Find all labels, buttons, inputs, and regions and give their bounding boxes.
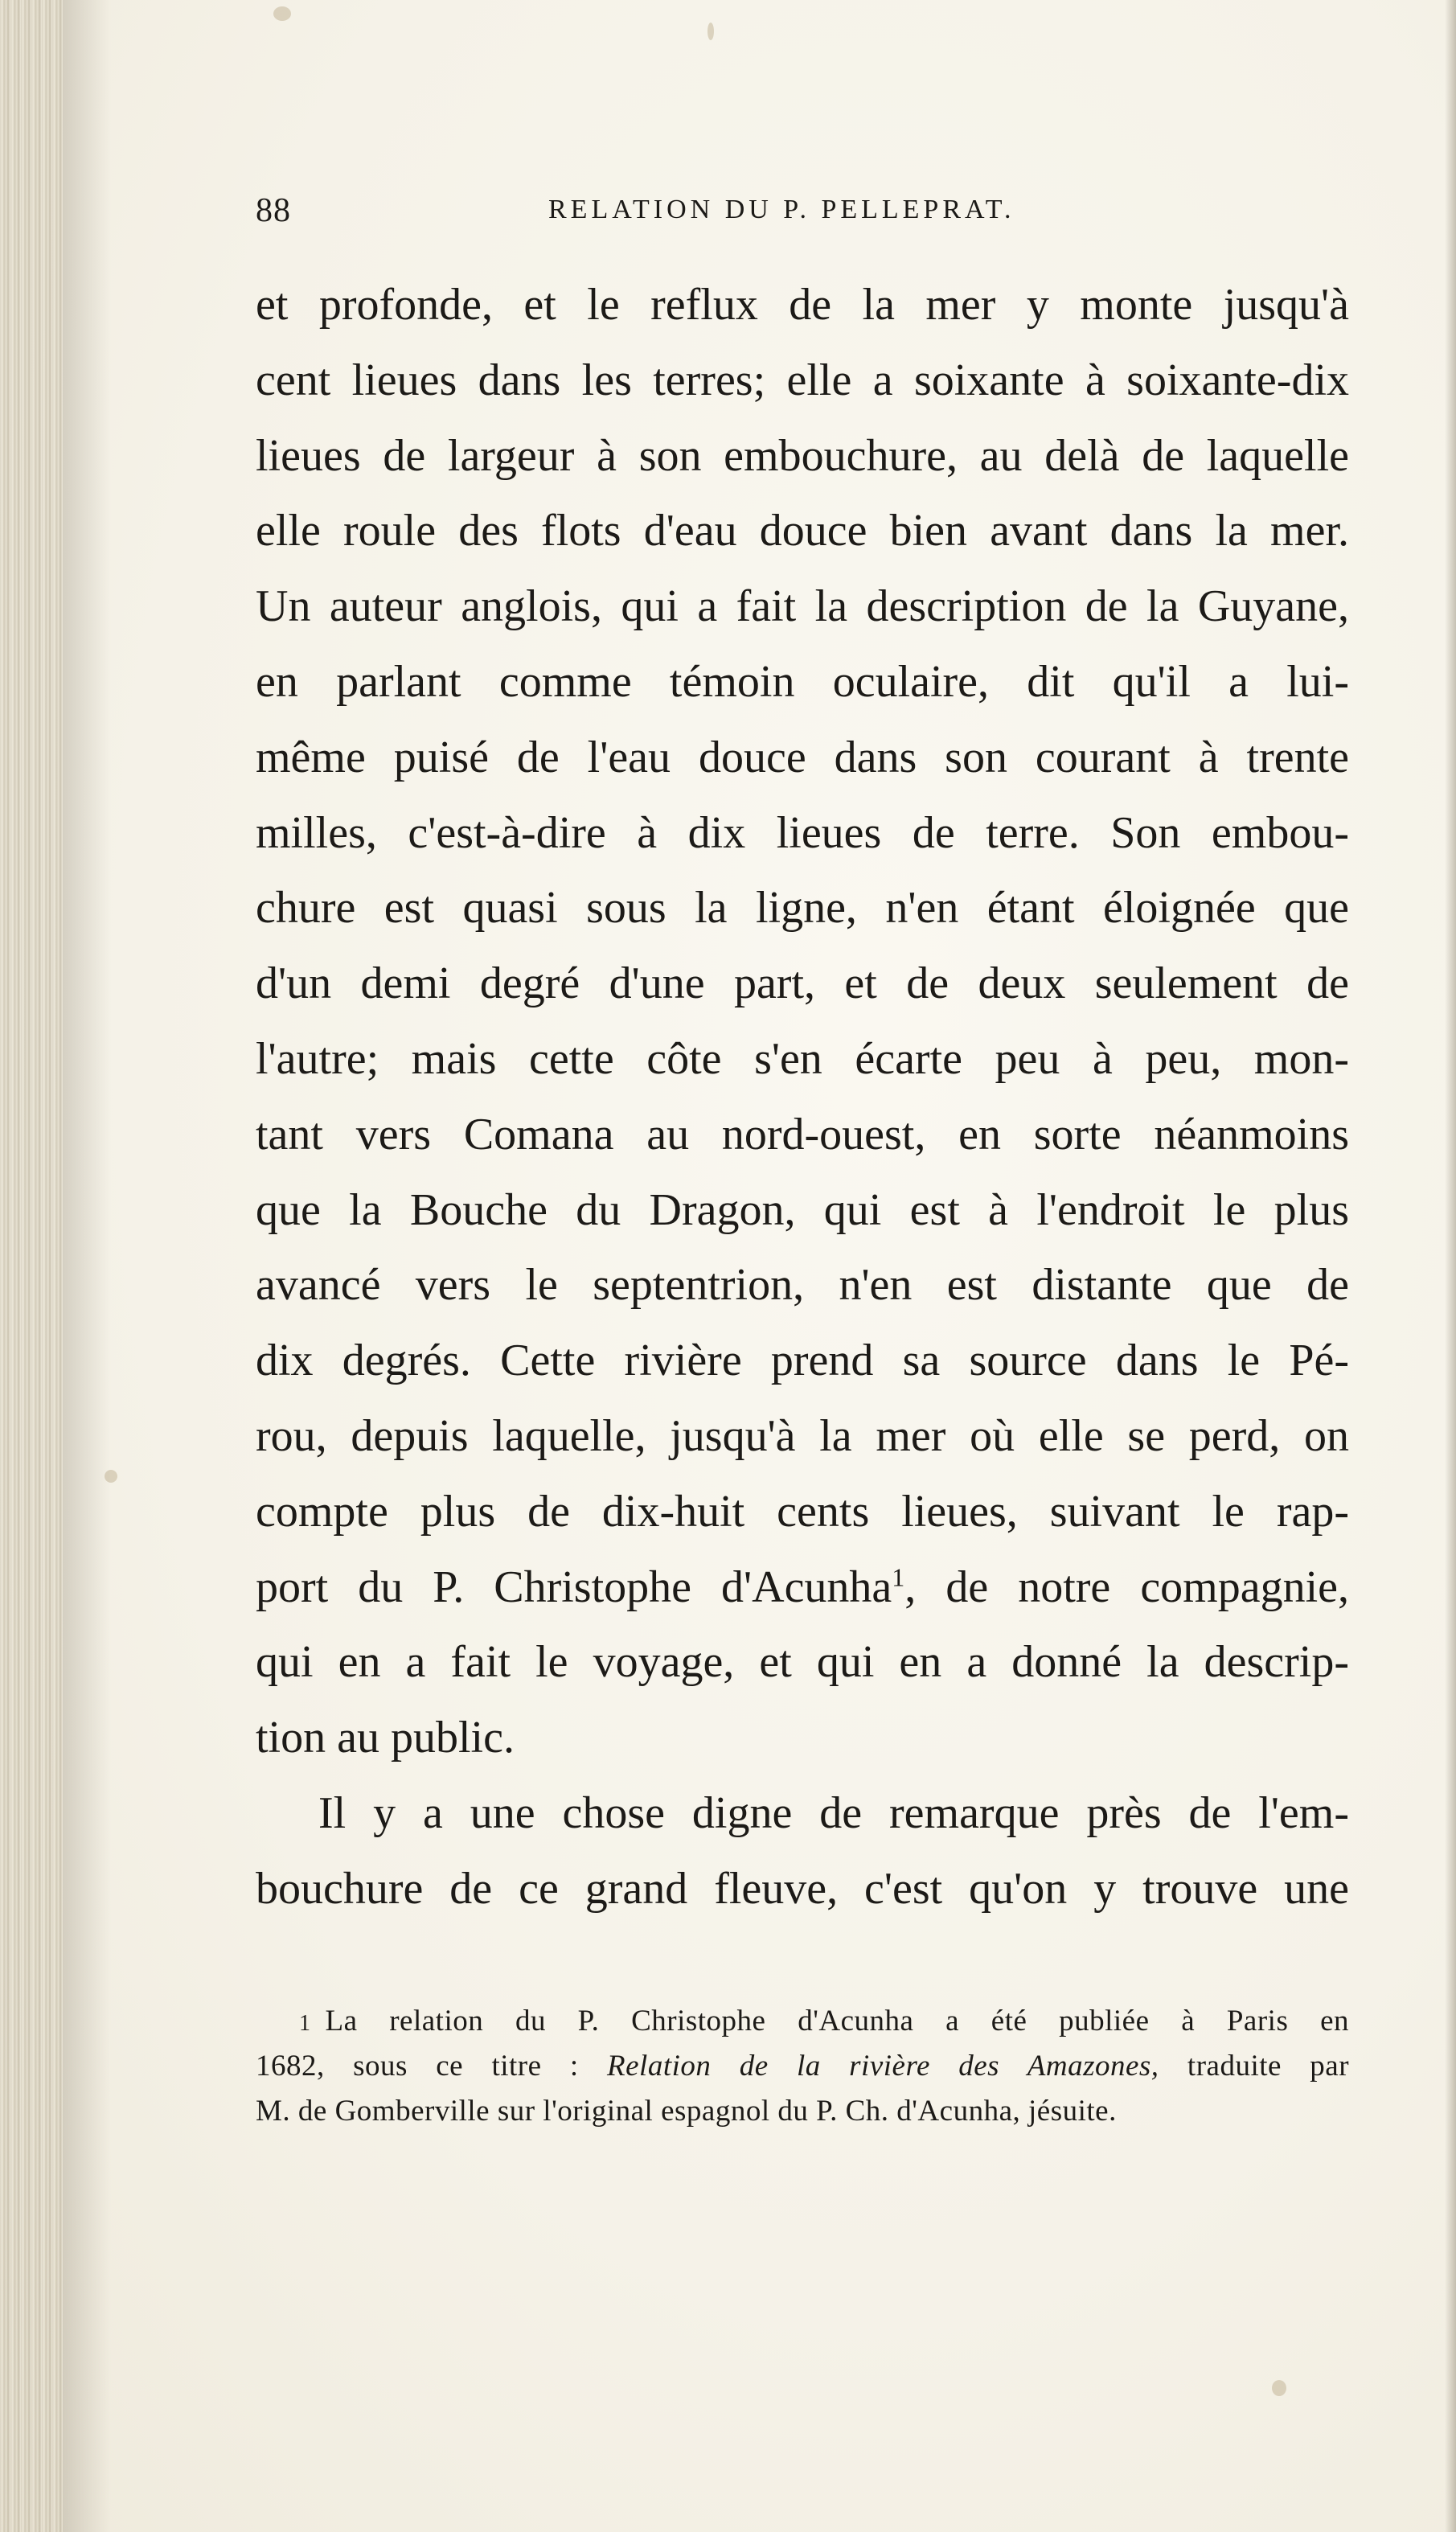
text-segment: , de notre compagnie,	[904, 1561, 1349, 1612]
text-segment: port du P. Christophe d'Acunha	[256, 1561, 892, 1612]
main-text	[256, 268, 1349, 1927]
text-line: chure est quasi sous la ligne, n'en étant éloignée que	[256, 883, 1349, 934]
paper-foxing-spot	[1272, 2380, 1286, 2396]
paper-foxing-spot	[105, 1470, 117, 1483]
text-line: avancé vers le septentrion, n'en est distante que de	[256, 1260, 1349, 1311]
text-line: rou, depuis laquelle, jusqu'à la mer où elle se perd, on	[256, 1410, 1349, 1461]
footnote-text: 1682, sous ce titre :	[256, 2050, 579, 2083]
text-line-with-footnote	[256, 1550, 1349, 1626]
page-right-edge	[1445, 0, 1456, 2532]
text-line: compte plus de dix-huit cents lieues, suivant le rap-	[256, 1486, 1349, 1537]
paper-foxing-spot	[707, 23, 714, 40]
text-line-paragraph-start: Il y a une chose digne de remarque près de l'em-	[318, 1787, 1349, 1838]
footnote-book-title: Relation de la rivière des Amazones,	[607, 2050, 1159, 2083]
text-line: cent lieues dans les terres; elle a soixante à soixante-dix	[256, 355, 1349, 405]
footnote-reference[interactable]: 1	[892, 1561, 905, 1591]
text-line: bouchure de ce grand fleuve, c'est qu'on y trouve une	[256, 1863, 1349, 1914]
footnote-line	[256, 1999, 1349, 2044]
running-title: RELATION DU P. PELLEPRAT.	[548, 195, 1015, 224]
text-line: en parlant comme témoin oculaire, dit qu'il a lui-	[256, 656, 1349, 707]
text-line: milles, c'est-à-dire à dix lieues de terre. Son embou-	[256, 807, 1349, 858]
text-line: tion au public.	[256, 1713, 515, 1763]
footnote-marker: 1	[299, 2011, 311, 2036]
text-line: lieues de largeur à son embouchure, au delà de laquelle	[256, 430, 1349, 481]
footnote-text: La relation du P. Christophe d'Acunha a été publiée à Paris en	[325, 2005, 1349, 2038]
text-line: elle roule des flots d'eau douce bien avant dans la mer.	[256, 506, 1349, 556]
page-number: 88	[256, 192, 291, 229]
running-header	[256, 191, 1349, 240]
page-binding-edge	[0, 0, 63, 2532]
footnote-line	[256, 2044, 1349, 2089]
text-line: d'un demi degré d'une part, et de deux seulement de	[256, 958, 1349, 1009]
text-line: que la Bouche du Dragon, qui est à l'endroit le plus	[256, 1184, 1349, 1235]
footnote	[256, 1999, 1349, 2134]
text-line: l'autre; mais cette côte s'en écarte peu à peu, mon-	[256, 1033, 1349, 1084]
paper-foxing-spot	[273, 6, 291, 21]
footnote-text: traduite par	[1187, 2050, 1349, 2083]
text-line: et profonde, et le reflux de la mer y monte jusqu'à	[256, 280, 1349, 330]
text-line: dix degrés. Cette rivière prend sa source dans le Pé-	[256, 1336, 1349, 1386]
text-line: qui en a fait le voyage, et qui en a donné la descrip-	[256, 1637, 1349, 1688]
text-line: Un auteur anglois, qui a fait la description de la Guyane,	[256, 581, 1349, 632]
footnote-line: M. de Gomberville sur l'original espagnol du P. Ch. d'Acunha, jésuite.	[256, 2095, 1117, 2128]
binding-shadow	[63, 0, 111, 2532]
text-line: tant vers Comana au nord-ouest, en sorte néanmoins	[256, 1109, 1349, 1159]
text-line: même puisé de l'eau douce dans son courant à trente	[256, 732, 1349, 782]
